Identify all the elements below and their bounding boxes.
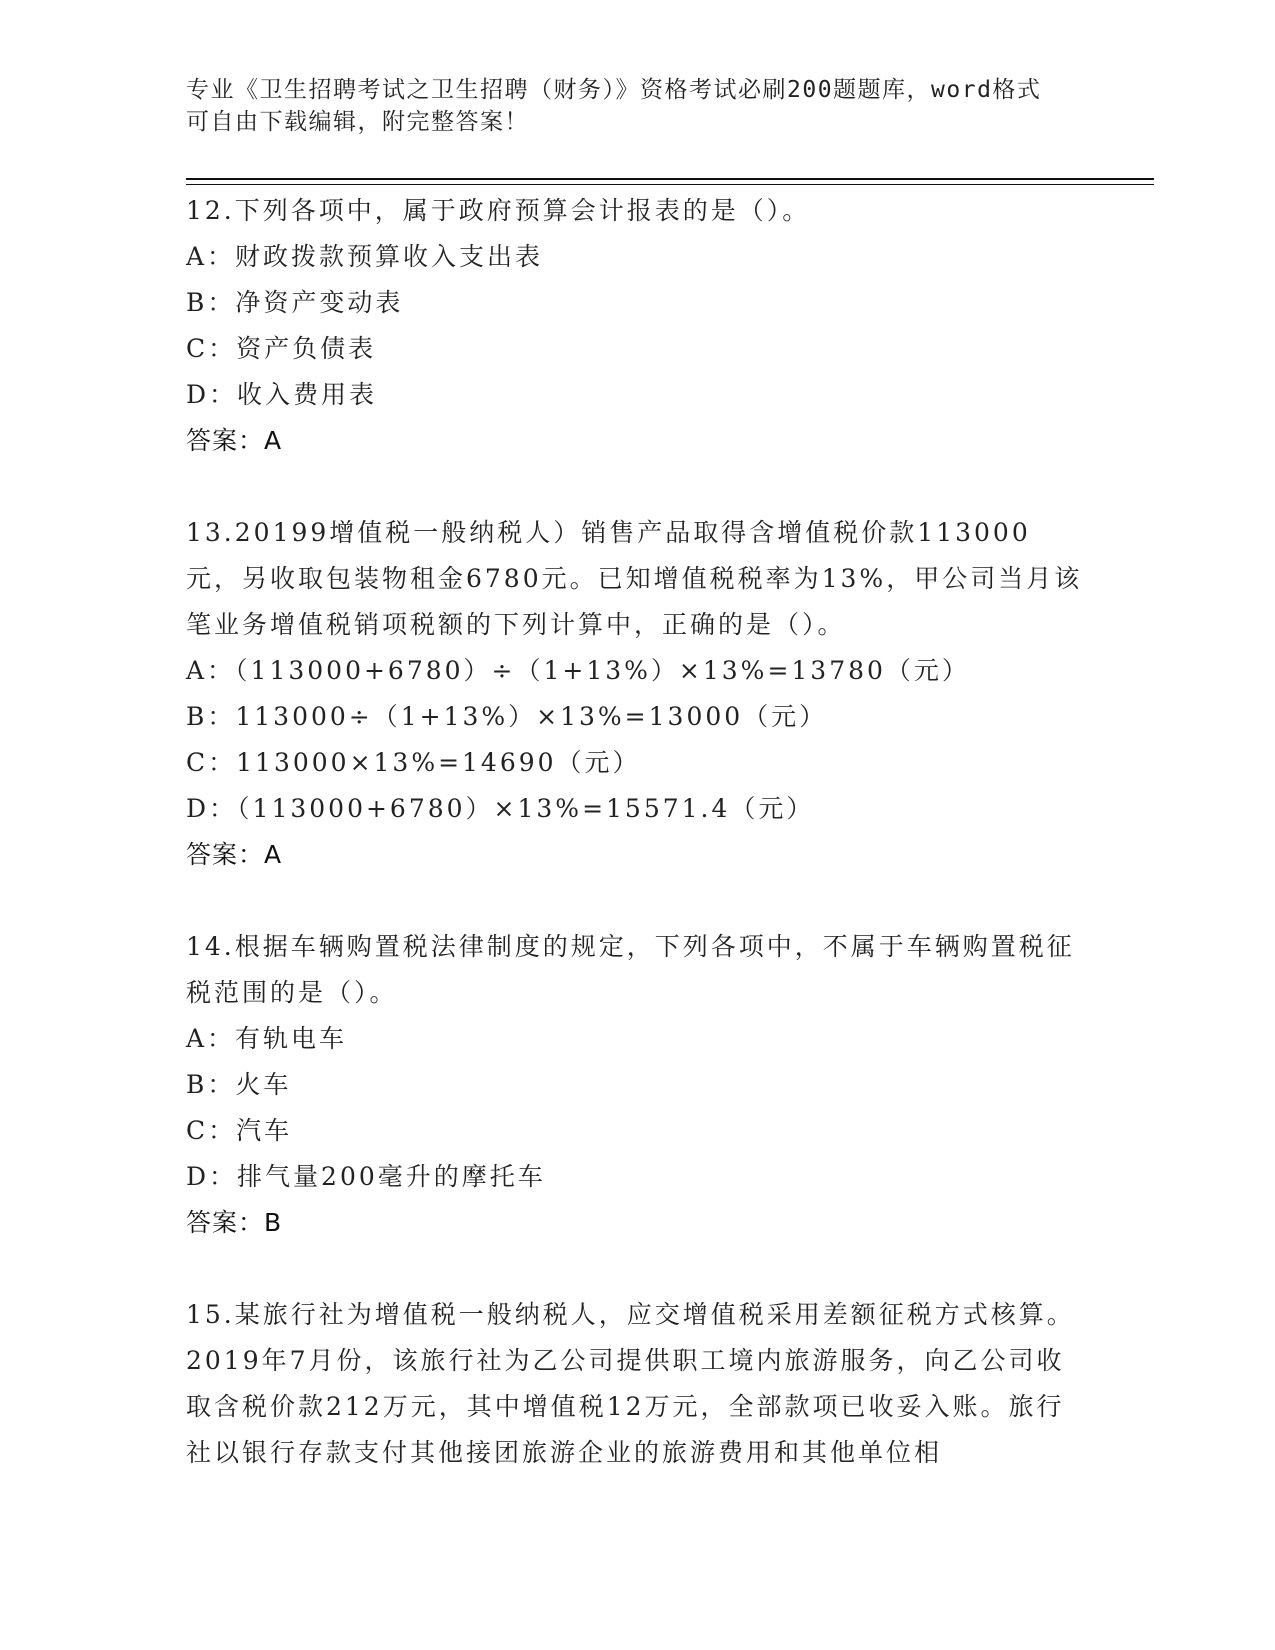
option-c: C：汽车 [186,1116,293,1145]
option-b: B：净资产变动表 [186,288,404,317]
question-13 [186,510,1086,878]
option-c: C：资产负债表 [186,334,377,363]
answer: 答案：A [186,426,283,455]
option-c: C：113000×13%=14690（元） [186,748,641,777]
question-text: 12.下列各项中，属于政府预算会计报表的是（）。 [186,196,811,225]
option-d: D：（113000+6780）×13%=15571.4（元） [186,794,815,823]
answer: 答案：A [186,840,283,869]
question-list [186,188,1086,1522]
header-divider-thin [186,184,1154,185]
header-line-2: 可自由下载编辑，附完整答案！ [186,109,529,135]
header-line-1: 专业《卫生招聘考试之卫生招聘（财务）》资格考试必刷200题题库，word格式 [186,77,1042,103]
question-text: 15.某旅行社为增值税一般纳税人，应交增值税采用差额征税方式核算。2019年7月份，该旅行社为乙公司提供职工境内旅游服务，向乙公司收取含税价款212万元，其中增值税12万元，全部款项已收妥入账。旅行社以银行存款支付其他接团旅游企业的旅游费用和其他单位相 [186,1300,1075,1467]
question-12 [186,188,1086,464]
option-b: B：113000÷（1+13%）×13%=13000（元） [186,702,828,731]
option-a: A：财政拨款预算收入支出表 [186,242,544,271]
header-divider-thick [186,178,1154,180]
document-header [186,74,1086,138]
question-15 [186,1292,1086,1476]
option-b: B：火车 [186,1070,292,1099]
option-d: D：排气量200毫升的摩托车 [186,1162,546,1191]
option-d: D：收入费用表 [186,380,378,409]
question-text: 14.根据车辆购置税法律制度的规定，下列各项中，不属于车辆购置税征税范围的是（）。 [186,932,1075,1007]
answer: 答案：B [186,1208,283,1237]
option-a: A：有轨电车 [186,1024,348,1053]
question-14 [186,924,1086,1246]
question-text: 13.20199增值税一般纳税人）销售产品取得含增值税价款113000元，另收取包装物租金6780元。已知增值税税率为13%，甲公司当月该笔业务增值税销项税额的下列计算中，正确的是（）。 [186,518,1083,639]
option-a: A：（113000+6780）÷（1+13%）×13%=13780（元） [186,656,970,685]
